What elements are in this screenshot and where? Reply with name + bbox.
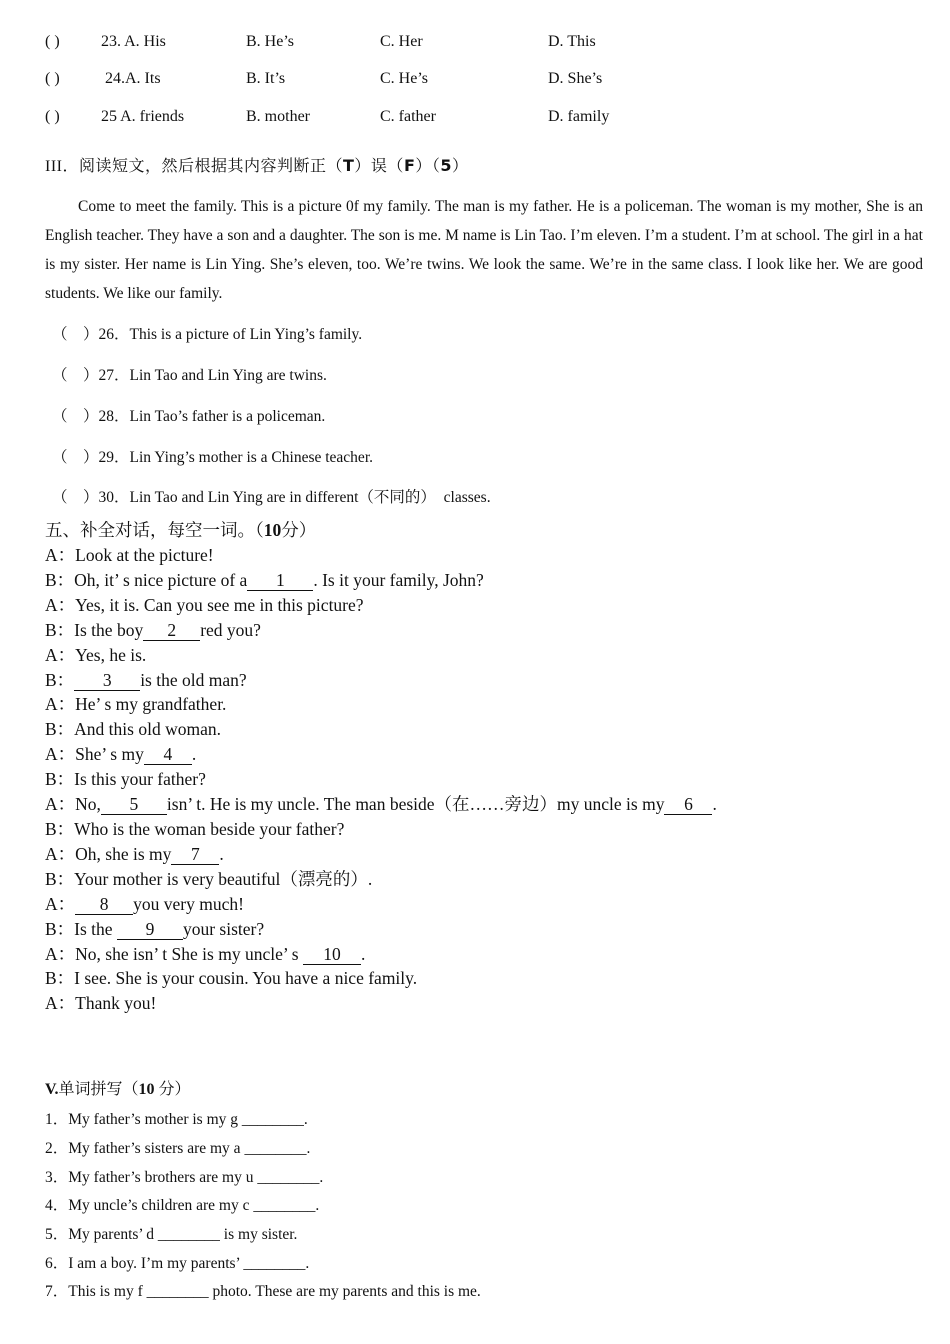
blank-5[interactable]: 5: [101, 794, 167, 815]
dialogue-line: [45, 842, 717, 867]
section-v-unit: 分）: [154, 1081, 191, 1098]
line-text: red you?: [200, 619, 261, 640]
answer-bracket: ( ): [45, 33, 60, 50]
option-c: C. He’s: [380, 70, 428, 87]
blank-1[interactable]: 1: [247, 570, 313, 591]
option-a: 23. A. His: [101, 33, 166, 50]
section-3-heading: [45, 153, 469, 176]
dialogue-line: B：Who is the woman beside your father?: [45, 818, 345, 839]
dialogue-line: [45, 742, 717, 767]
blank-8[interactable]: 8: [75, 894, 133, 915]
tf-item-29: （ ）29．Lin Ying’s mother is a Chinese teacher.: [52, 449, 373, 466]
section-3-mid2: ）（: [415, 158, 441, 175]
line-text: B：Oh, it’ s nice picture of a: [45, 569, 248, 590]
section-v-prefix: V.: [45, 1081, 59, 1098]
dialogue-line: A：Look at the picture!: [45, 545, 214, 565]
section-5-score: 10: [263, 520, 282, 540]
dialogue-line: [45, 568, 717, 593]
dialogue-line: [45, 668, 717, 693]
line-text: isn’ t. He is my uncle. The man beside（在……旁边）my uncle is my: [166, 794, 665, 815]
tf-item-27: （ ）27．Lin Tao and Lin Ying are twins.: [52, 367, 327, 384]
section-v-score: 10: [138, 1081, 155, 1098]
line-text: .: [191, 744, 197, 765]
spelling-item-4: 4．My uncle’s children are my c ________.: [45, 1197, 320, 1214]
answer-bracket: ( ): [45, 108, 60, 125]
section-v-heading: [45, 1076, 191, 1099]
dialogue-line: A：Yes, it is. Can you see me in this picture?: [45, 594, 364, 615]
section-3-mid: ）误（: [354, 158, 404, 175]
line-text: your sister?: [182, 918, 265, 939]
option-d: D. This: [548, 33, 596, 50]
dialogue-line: B：I see. She is your cousin. You have a nice family.: [45, 968, 418, 989]
line-text: you very much!: [133, 893, 244, 914]
section-5-unit: 分）: [281, 520, 317, 540]
dialogue-line: B：And this old woman.: [45, 719, 221, 740]
true-mark: T: [343, 156, 355, 175]
dialogue-line: A：Yes, he is.: [45, 644, 147, 665]
blank-10[interactable]: 10: [303, 944, 361, 965]
spelling-item-6: 6．I am a boy. I’m my parents’ ________.: [45, 1255, 310, 1272]
dialogue-line: B：Is this your father?: [45, 769, 206, 790]
blank-2[interactable]: 2: [143, 620, 200, 641]
spelling-item-5: 5．My parents’ d ________ is my sister.: [45, 1226, 298, 1243]
line-text: A：: [45, 893, 76, 914]
false-mark: F: [403, 156, 416, 175]
line-text: .: [360, 943, 366, 964]
line-text: B：: [45, 669, 75, 690]
answer-bracket: ( ): [45, 70, 60, 87]
line-text: B：Is the: [45, 918, 117, 939]
section-5-title: 五、补全对话，每空一词。（: [45, 520, 264, 540]
blank-3[interactable]: 3: [74, 670, 140, 691]
dialogue-line: [45, 942, 717, 967]
line-text: is the old man?: [140, 669, 247, 690]
section-3-end: ）: [452, 158, 469, 175]
dialogue-line: A：He’ s my grandfather.: [45, 694, 227, 715]
option-d: D. She’s: [548, 70, 603, 87]
line-text: A：No,: [45, 794, 101, 815]
dialogue-line: [45, 618, 717, 643]
option-a: 25 A. friends: [101, 108, 185, 125]
line-text: . Is it your family, John?: [313, 569, 484, 590]
line-text: A：She’ s my: [45, 744, 144, 765]
line-text: .: [712, 794, 717, 815]
dialogue: [45, 543, 717, 1016]
line-text: A：Oh, she is my: [45, 843, 172, 864]
dialogue-line: A：Thank you!: [45, 993, 157, 1014]
dialogue-line: [45, 917, 717, 942]
line-text: A：No, she isn’ t She is my uncle’ s: [45, 943, 303, 964]
spelling-item-7: 7．This is my f ________ photo. These are my parents and this is me.: [45, 1283, 481, 1300]
dialogue-line: [45, 892, 717, 917]
option-a: 24.A. Its: [101, 70, 161, 87]
option-c: C. father: [380, 108, 436, 125]
spelling-item-3: 3．My father’s brothers are my u ________.: [45, 1169, 324, 1186]
option-b: B. It’s: [246, 70, 286, 87]
option-b: B. mother: [246, 108, 310, 125]
line-text: .: [219, 843, 224, 864]
reading-passage: [45, 192, 923, 308]
dialogue-line: B：Your mother is very beautiful（漂亮的）.: [45, 868, 373, 889]
dialogue-line: [45, 792, 717, 817]
section-v-title: 单词拼写（: [58, 1081, 139, 1098]
tf-item-28: （ ）28．Lin Tao’s father is a policeman.: [52, 408, 326, 425]
option-d: D. family: [548, 108, 610, 125]
blank-9[interactable]: 9: [117, 919, 183, 940]
spelling-item-1: 1．My father’s mother is my g ________.: [45, 1111, 308, 1128]
tf-item-30: （ ）30．Lin Tao and Lin Ying are in different（不同的） classes.: [52, 489, 491, 506]
spelling-item-2: 2．My father’s sisters are my a ________.: [45, 1140, 311, 1157]
blank-6[interactable]: 6: [664, 794, 712, 815]
option-c: C. Her: [380, 33, 423, 50]
line-text: B：Is the boy: [45, 619, 144, 640]
tf-item-26: （ ）26．This is a picture of Lin Ying’s family.: [52, 326, 363, 343]
blank-7[interactable]: 7: [171, 844, 219, 865]
section-5-heading: [45, 517, 316, 542]
section-3-title: III．阅读短文，然后根据其内容判断正（: [45, 158, 343, 175]
option-b: B. He’s: [246, 33, 294, 50]
passage-text: Come to meet the family. This is a picture 0f my family. The man is my father. He is a policeman. The woman is my mother, She is an English teacher. They have a son and a daughter. The son is me. M name is Lin Tao. I’m eleven. I’m a student. I’m at school. The girl in a hat is my sister. Her name is Lin Ying. She’s eleven, too. We’re twins. We look the same. We’re in the same class. I look like her. We are good students. We like our family.: [45, 198, 923, 302]
section-3-score: 5: [440, 156, 453, 175]
blank-4[interactable]: 4: [144, 744, 192, 765]
